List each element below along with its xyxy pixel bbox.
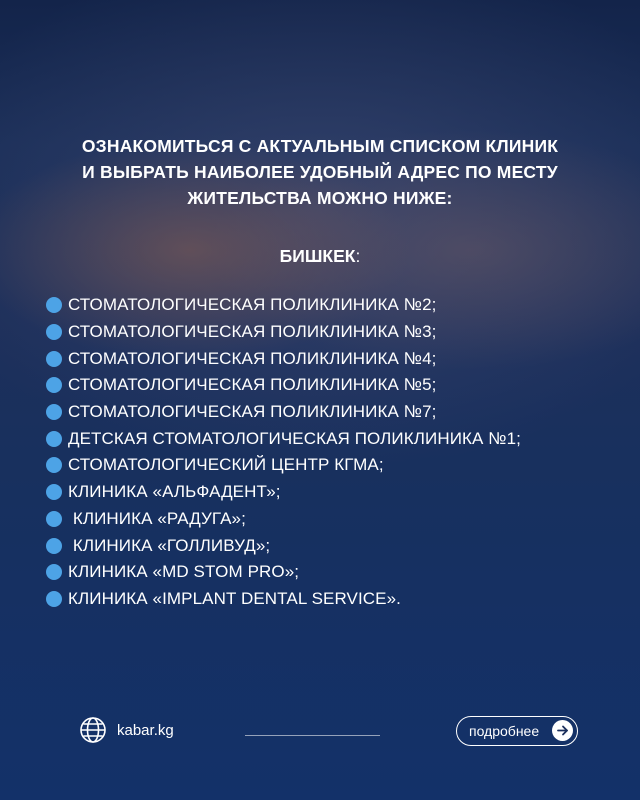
list-item bbox=[46, 586, 521, 613]
clinic-name: СТОМАТОЛОГИЧЕСКАЯ ПОЛИКЛИНИКА №7; bbox=[68, 402, 437, 422]
intro-line: И ВЫБРАТЬ НАИБОЛЕЕ УДОБНЫЙ АДРЕС ПО МЕСТУ bbox=[82, 162, 558, 182]
arrow-right-icon bbox=[552, 720, 573, 741]
list-item bbox=[46, 319, 521, 346]
bullet-dot-icon bbox=[46, 457, 62, 473]
site-url: kabar.kg bbox=[117, 721, 174, 739]
intro-line: ЖИТЕЛЬСТВА МОЖНО НИЖЕ: bbox=[187, 188, 453, 208]
list-item bbox=[46, 372, 521, 399]
list-item bbox=[46, 532, 521, 559]
city-colon: : bbox=[355, 246, 361, 266]
bullet-dot-icon bbox=[46, 324, 62, 340]
clinic-name: ДЕТСКАЯ СТОМАТОЛОГИЧЕСКАЯ ПОЛИКЛИНИКА №1; bbox=[68, 428, 522, 448]
bullet-dot-icon bbox=[46, 431, 62, 447]
more-button-label: подробнее bbox=[469, 723, 540, 739]
list-item bbox=[46, 345, 521, 372]
bullet-dot-icon bbox=[46, 538, 62, 554]
list-item bbox=[46, 559, 521, 586]
clinic-name: СТОМАТОЛОГИЧЕСКИЙ ЦЕНТР КГМА; bbox=[68, 455, 384, 475]
globe-icon bbox=[79, 716, 107, 744]
list-item bbox=[46, 479, 521, 506]
clinic-name: КЛИНИКА «ГОЛЛИВУД»; bbox=[68, 535, 271, 555]
bullet-dot-icon bbox=[46, 564, 62, 580]
clinic-name: СТОМАТОЛОГИЧЕСКАЯ ПОЛИКЛИНИКА №4; bbox=[68, 348, 437, 368]
city-heading bbox=[0, 243, 640, 269]
list-item bbox=[46, 292, 521, 319]
more-button[interactable] bbox=[456, 716, 578, 746]
bullet-dot-icon bbox=[46, 377, 62, 393]
list-item bbox=[46, 425, 521, 452]
site-link[interactable] bbox=[79, 716, 174, 744]
clinic-name: КЛИНИКА «АЛЬФАДЕНТ»; bbox=[68, 482, 281, 502]
bullet-dot-icon bbox=[46, 404, 62, 420]
intro-line: ОЗНАКОМИТЬСЯ С АКТУАЛЬНЫМ СПИСКОМ КЛИНИК bbox=[81, 136, 559, 156]
clinic-name: КЛИНИКА «РАДУГА»; bbox=[68, 508, 246, 528]
bullet-dot-icon bbox=[46, 297, 62, 313]
footer-divider bbox=[245, 735, 380, 736]
clinic-name: КЛИНИКА «IMPLANT DENTAL SERVICE». bbox=[68, 588, 401, 608]
city-name: БИШКЕК bbox=[279, 246, 356, 266]
clinic-name: КЛИНИКА «MD STOM PRO»; bbox=[68, 562, 300, 582]
list-item bbox=[46, 399, 521, 426]
clinic-name: СТОМАТОЛОГИЧЕСКАЯ ПОЛИКЛИНИКА №3; bbox=[68, 322, 437, 342]
clinic-name: СТОМАТОЛОГИЧЕСКАЯ ПОЛИКЛИНИКА №5; bbox=[68, 375, 437, 395]
bullet-dot-icon bbox=[46, 351, 62, 367]
clinic-list bbox=[46, 292, 521, 612]
clinic-name: СТОМАТОЛОГИЧЕСКАЯ ПОЛИКЛИНИКА №2; bbox=[68, 295, 437, 315]
list-item bbox=[46, 452, 521, 479]
bullet-dot-icon bbox=[46, 511, 62, 527]
list-item bbox=[46, 506, 521, 533]
bullet-dot-icon bbox=[46, 591, 62, 607]
intro-text bbox=[40, 133, 600, 211]
bullet-dot-icon bbox=[46, 484, 62, 500]
